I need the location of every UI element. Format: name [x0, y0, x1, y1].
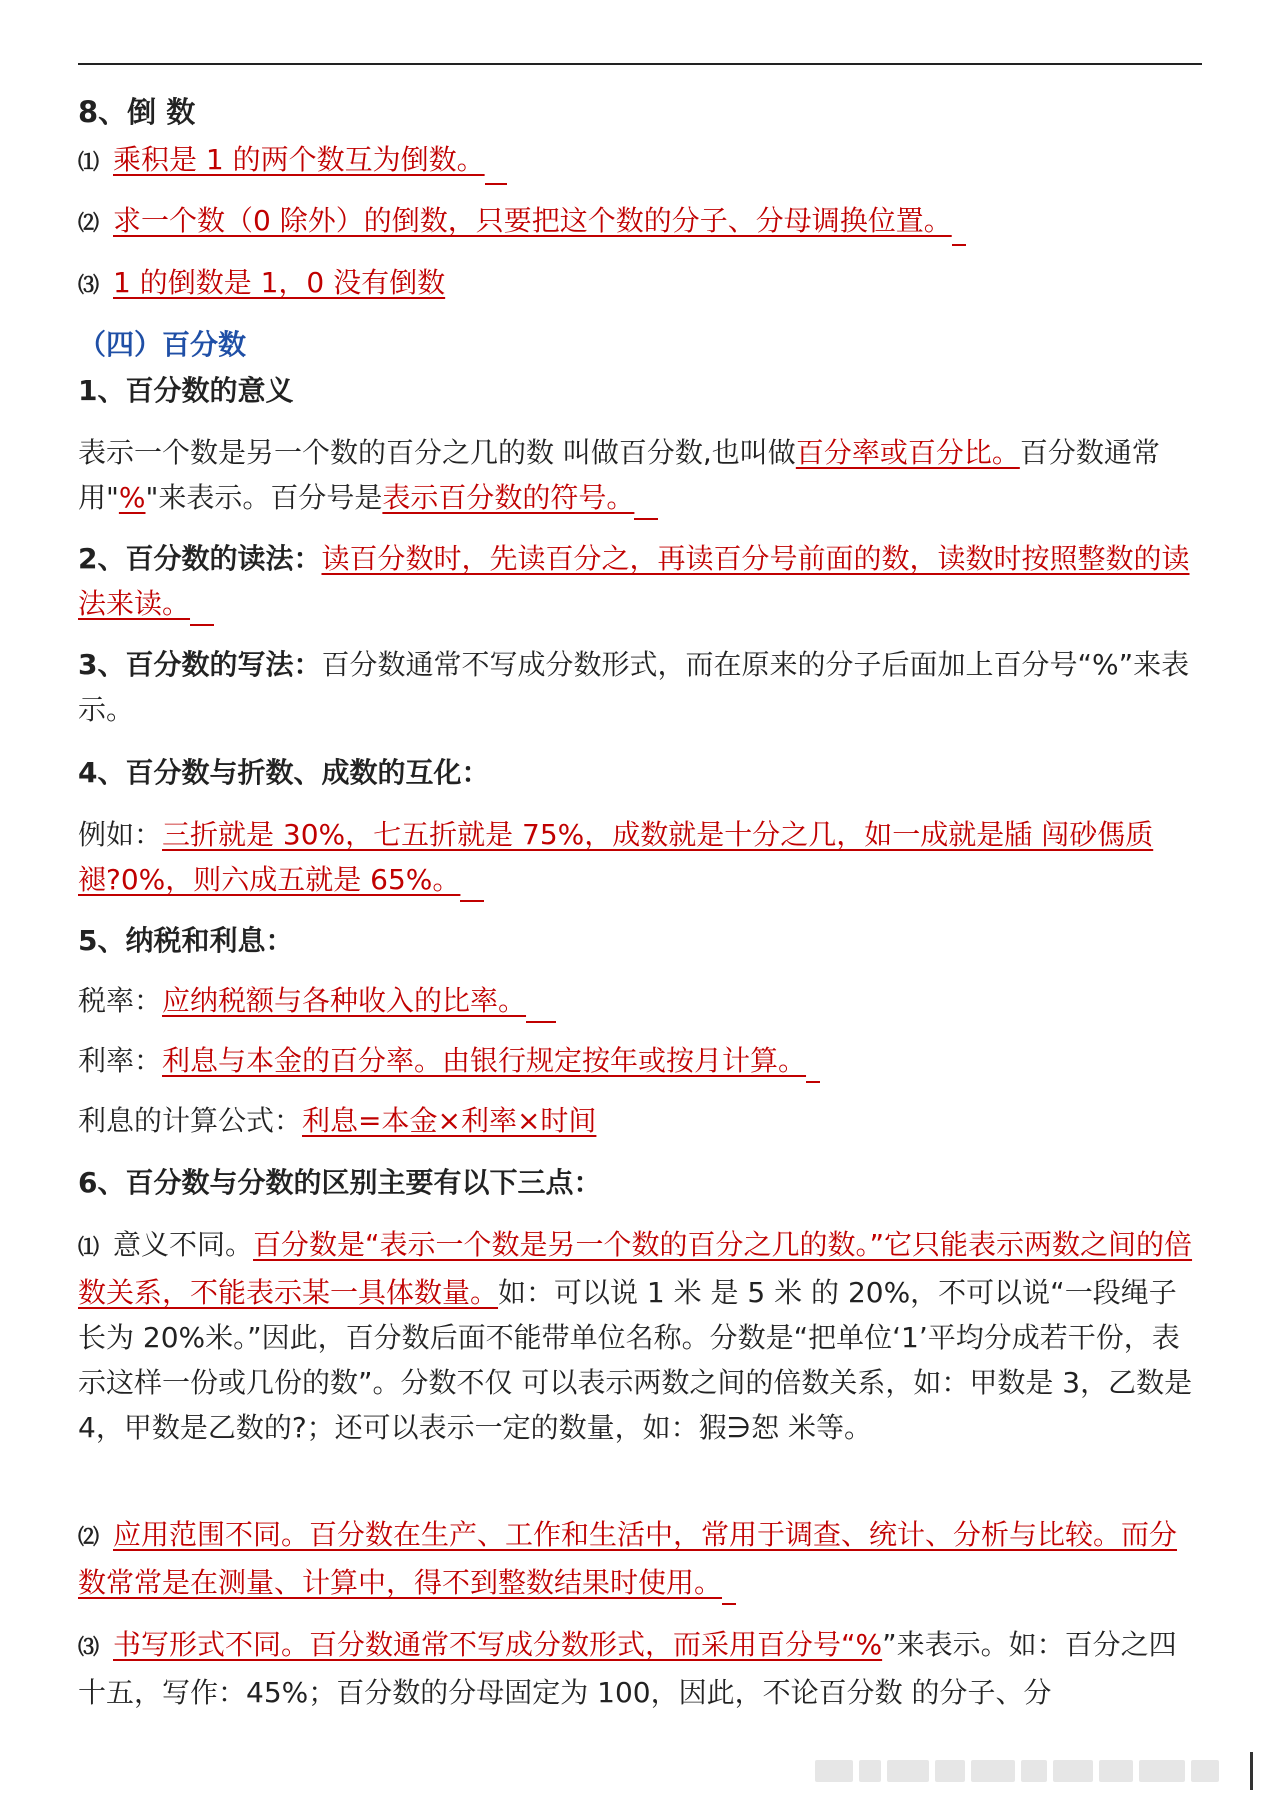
footer-bar [1250, 1752, 1253, 1790]
heading-4: 4、百分数与折数、成数的互化： [78, 756, 490, 789]
item-number: ⑵ [78, 1525, 99, 1549]
paragraph-discount [78, 812, 1202, 902]
underline-tail [806, 1051, 820, 1083]
underline-tail [460, 870, 484, 902]
red-text: 百分率或百分比。 [795, 436, 1020, 469]
underline-tail [722, 1573, 736, 1605]
part-4-title: （四）百分数 [78, 328, 247, 361]
heading-6: 6、百分数与分数的区别主要有以下三点： [78, 1166, 602, 1199]
red-text: 读百分数时，先读百分之，再读百分号前面的数，读数时按照整数的读法来读。 [78, 542, 1190, 620]
text: 百分数通常不写成分数形式，而在原来的分子后面加上百分号“%”来表示。 [78, 648, 1190, 726]
paragraph-reading [78, 536, 1202, 626]
reciprocal-item-2 [78, 198, 1202, 246]
reciprocal-item-3 [78, 260, 1202, 308]
red-text: 利息与本金的百分率。由银行规定按年或按月计算。 [162, 1044, 807, 1077]
tax-rate-line [78, 978, 1202, 1023]
interest-rate-line [78, 1038, 1202, 1083]
red-text: 表示百分数的符号。 [382, 481, 635, 514]
label: 利息的计算公式： [78, 1104, 303, 1137]
paragraph-meaning [78, 430, 1202, 520]
heading-3: 3、百分数的写法： [78, 648, 322, 681]
item-text: 1 的倒数是 1，0 没有倒数 [113, 266, 446, 299]
text: 意义不同。 [113, 1228, 254, 1261]
item-number: ⑶ [78, 1635, 99, 1659]
interest-formula-line [78, 1098, 1202, 1143]
item-number: ⑴ [78, 150, 99, 174]
difference-1 [78, 1222, 1202, 1450]
label: 利率： [78, 1044, 163, 1077]
section-8-heading: 8、倒 数 [78, 95, 196, 129]
underline-tail [634, 488, 658, 520]
text: ”来表示。如：百分之四十五，写作：45%；百分数的分母固定为 100，因此，不论百分数 的分子、分 [78, 1628, 1177, 1709]
underline-tail [190, 594, 214, 626]
text: 例如： [78, 818, 163, 851]
item-text: 求一个数（0 除外）的倒数，只要把这个数的分子、分母调换位置。 [113, 204, 952, 237]
underline-tail [526, 991, 556, 1023]
text: "来表示。百分号是 [145, 481, 383, 514]
red-text: 利息=本金×利率×时间 [302, 1104, 597, 1137]
label: 税率： [78, 984, 163, 1017]
top-rule [78, 63, 1202, 65]
heading-1: 1、百分数的意义 [78, 374, 294, 407]
difference-2 [78, 1512, 1202, 1605]
text: 如：可以说 1 米 是 5 米 的 20%，不可以说“一段绳子长为 20%米。”因此，百分数后面不能带单位名称。分数是“把单位‘1’平均分成若干份，表示这样一份或几份的数”。分数不仅 可以表示两数之间的倍数关系，如：甲数是 3，乙数是 4，甲数是乙数的?；还可以表示一定的数量，如：猳∋恕 米等。 [78, 1276, 1193, 1444]
red-text: 书写形式不同。百分数通常不写成分数形式，而采用百分号“% [113, 1628, 883, 1661]
red-text: 应纳税额与各种收入的比率。 [162, 984, 527, 1017]
reciprocal-item-1 [78, 137, 1202, 185]
item-number: ⑶ [78, 273, 99, 297]
underline-tail [952, 214, 966, 246]
footer-watermark [815, 1753, 1255, 1789]
paragraph-writing [78, 642, 1202, 732]
red-text: 三折就是 30%，七五折就是 75%，成数就是十分之几，如一成就是牐 闯砂傌质 褪?0%，则六成五就是 65%。 [78, 818, 1154, 896]
text: 百分数通常用" [78, 436, 1160, 514]
heading-5: 5、纳税和利息： [78, 924, 294, 957]
text: 表示一个数是另一个数的百分之几的数 叫做百分数,也叫做 [78, 436, 796, 469]
red-text: % [118, 481, 146, 514]
item-text: 乘积是 1 的两个数互为倒数。 [113, 143, 485, 176]
red-text: 应用范围不同。百分数在生产、工作和生活中，常用于调查、统计、分析与比较。而分数常常是在测量、计算中，得不到整数结果时使用。 [78, 1518, 1178, 1599]
underline-tail [485, 153, 507, 185]
difference-3 [78, 1622, 1202, 1715]
item-number: ⑵ [78, 211, 99, 235]
heading-2: 2、百分数的读法： [78, 542, 322, 575]
red-text: 百分数是“表示一个数是另一个数的百分之几的数。”它只能表示两数之间的倍数关系，不能表示某一具体数量。 [78, 1228, 1193, 1309]
item-number: ⑴ [78, 1235, 99, 1259]
